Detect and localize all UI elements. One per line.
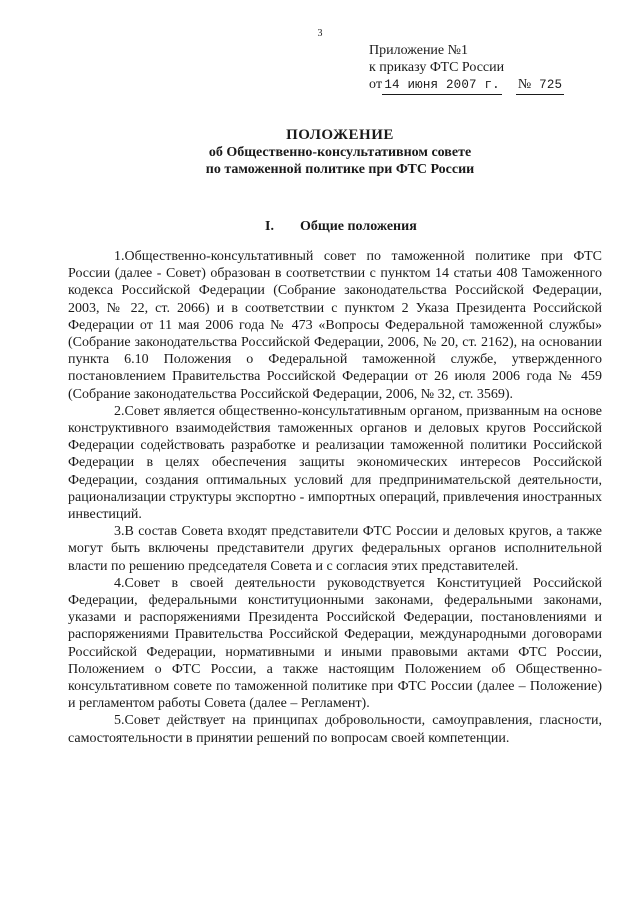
date-prefix: от [369,77,383,92]
document-title [0,127,640,178]
paragraph-2: 2.Совет является общественно-консультативным органом, призванным на основе конструктивного взаимодействия таможенных органов и деловых кругов Российской Федерации содействовать разработке и реализации таможенной политики Российской Федерации в целях обеспечения защиты экономических интересов Российской Федерации, создания оптимальных условий для предпринимательской деятельности, рационализации структуры экспортно - импортных операций, привлечения иностранных инвестиций. [68,403,602,523]
paragraph-4: 4.Совет в своей деятельности руководствуется Конституцией Российской Федерации, федеральными конституционными законами, федеральными законами, указами и распоряжениями Президента Российской Федерации, постановлениями и распоряжениями Правительства Российской Федерации, международными договорами Российской Федерации, нормативными и иными правовыми актами ФТС России, Положением о ФТС России, а также настоящим Положением об Общественно-консультативном совете по таможенной политике при ФТС России (далее – Положение) и регламентом работы Совета (далее – Регламент). [68,575,602,712]
appendix-order-ref: к приказу ФТС России [369,60,505,75]
paragraph-5: 5.Совет действует на принципах добровольности, самоуправления, гласности, самостоятельности в принятии решений по вопросам своей компетенции. [68,713,602,746]
order-number-field [516,76,564,95]
order-date: 14 июня 2007 г. [382,77,502,95]
body-text [68,248,602,747]
paragraph-1: 1.Общественно-консультативный совет по таможенной политике при ФТС России (далее - Совет) образован в соответствии с пунктом 14 статьи 408 Таможенного кодекса Российской Федерации (Собрание законодательства Российской Федерации, 2003, № 22, ст. 2066) и в соответствии с пунктом 2 Указа Президента Российской Федерации от 11 мая 2006 года № 473 «Вопросы Федеральной таможенной службы» (Собрание законодательства Российской Федерации, 2006, № 20, ст. 2162), на основании пункта 6.10 Положения о Федеральной таможенной службе, утвержденного постановлением Правительства Российской Федерации от 26 июля 2006 года № 459 (Собрание законодательства Российской Федерации, 2006, № 32, ст. 3569). [68,249,602,402]
order-number: 725 [539,78,563,92]
section-number: I. [265,219,274,234]
appendix-title: Приложение №1 [369,43,468,58]
title-line-2: об Общественно-консультативном совете [208,145,472,160]
number-sign: № [517,77,532,92]
appendix-date-line [369,76,564,95]
page-number: 3 [317,28,323,39]
paragraph-3: 3.В состав Совета входят представители ФТС России и деловых кругов, а также могут быть включены представители других федеральных органов исполнительной власти по решению председателя Совета и с согласия этих представителей. [68,524,602,574]
title-line-3: по таможенной политике при ФТС России [205,162,475,177]
appendix-header [369,42,564,95]
section-title: Общие положения [300,219,417,234]
title-main: ПОЛОЖЕНИЕ [286,127,394,143]
